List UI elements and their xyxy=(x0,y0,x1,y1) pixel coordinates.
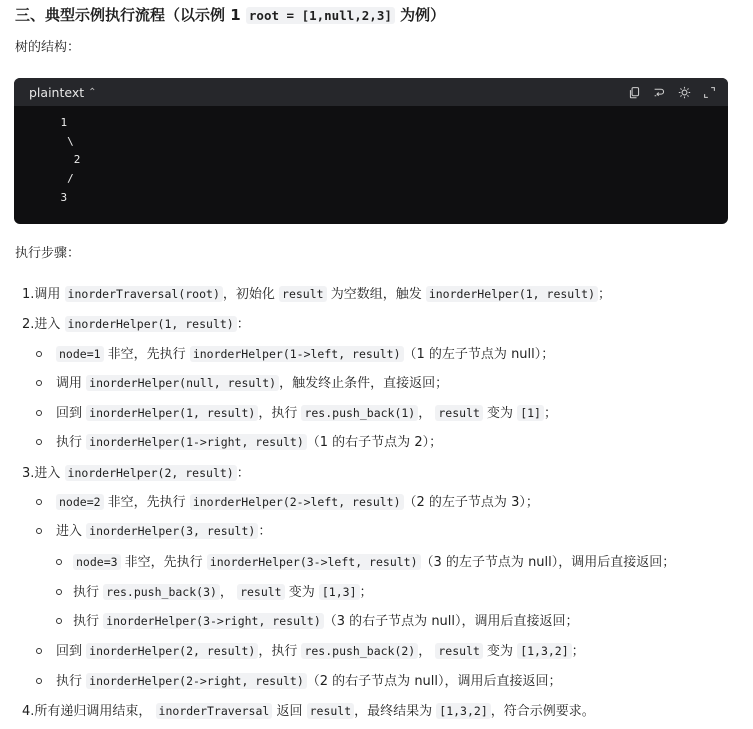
step-text: （1 的左子节点为 null）； xyxy=(403,347,555,362)
language-selector[interactable] xyxy=(29,85,97,100)
bullet-icon xyxy=(36,648,42,654)
inline-code: inorderHelper(2->right, result) xyxy=(86,673,307,689)
step-text: ， xyxy=(418,644,436,659)
inline-code: inorderHelper(2->left, result) xyxy=(190,494,404,510)
bullet-icon xyxy=(36,678,42,684)
bullet-icon xyxy=(36,499,42,505)
step-text: 调用 xyxy=(34,287,65,302)
inline-code: result xyxy=(307,703,355,719)
bullet-icon xyxy=(36,351,42,357)
step-item xyxy=(22,284,611,305)
step-text: 执行 xyxy=(73,614,104,629)
steps-label: 执行步骤： xyxy=(15,246,81,261)
step-text: 进入 xyxy=(56,524,87,539)
inline-code: res.push_back(3) xyxy=(103,584,220,600)
tree-structure-label: 树的结构： xyxy=(15,40,81,55)
bullet-icon xyxy=(36,410,42,416)
step-text: 回到 xyxy=(56,644,87,659)
step-text: （1 的右子节点为 2）； xyxy=(306,435,443,450)
inline-code: result xyxy=(237,584,285,600)
chevron-up-icon: ⌃ xyxy=(88,86,97,98)
step-text: ，触发终止条件，直接返回； xyxy=(279,376,449,391)
step-text: 调用 xyxy=(56,376,87,391)
step-text: 进入 xyxy=(34,466,65,481)
step-number: 2. xyxy=(22,317,35,332)
inline-code: inorderHelper(1->right, result) xyxy=(86,434,307,450)
step-text: 回到 xyxy=(56,406,87,421)
step-item xyxy=(22,701,595,722)
inline-code: result xyxy=(435,643,483,659)
inline-code: result xyxy=(279,286,327,302)
language-label: plaintext xyxy=(29,84,85,100)
step-number: 4. xyxy=(22,704,35,719)
step-text: 返回 xyxy=(272,704,307,719)
step-text: 非空，先执行 xyxy=(103,347,190,362)
inline-code: inorderHelper(3, result) xyxy=(86,523,258,539)
expand-icon[interactable] xyxy=(703,86,716,99)
step-text: （2 的左子节点为 3）； xyxy=(403,495,539,510)
step-text: 执行 xyxy=(56,435,87,450)
step-item xyxy=(56,432,442,453)
inline-code: inorderHelper(2, result) xyxy=(86,643,258,659)
code-block xyxy=(14,78,728,224)
step-item xyxy=(56,521,271,542)
bullet-icon xyxy=(56,559,62,565)
step-text: 非空，先执行 xyxy=(103,495,190,510)
step-text: 变为 xyxy=(482,406,518,421)
inline-code: inorderHelper(3->left, result) xyxy=(207,554,421,570)
copy-icon[interactable] xyxy=(628,86,641,99)
heading-prefix: 三、典型示例执行流程（以示例 1 xyxy=(15,6,246,24)
step-text: ，执行 xyxy=(258,406,302,421)
step-text: ，执行 xyxy=(258,644,302,659)
inline-code: inorderHelper(1, result) xyxy=(86,405,258,421)
step-text: 变为 xyxy=(482,644,518,659)
inline-code: inorderTraversal xyxy=(156,703,273,719)
inline-code: res.push_back(2) xyxy=(301,643,418,659)
step-item xyxy=(56,373,448,394)
code-line: 1 xyxy=(34,116,68,129)
step-text: ，符合示例要求。 xyxy=(490,704,595,719)
step-text: ； xyxy=(598,287,612,302)
step-text: 执行 xyxy=(73,585,104,600)
step-text: ； xyxy=(543,406,557,421)
inline-code: result xyxy=(435,405,483,421)
step-number: 3. xyxy=(22,466,35,481)
code-block-header xyxy=(14,78,728,106)
step-item xyxy=(22,314,250,335)
step-item xyxy=(73,552,675,573)
step-text: 所有递归调用结束， xyxy=(34,704,156,719)
step-text: 执行 xyxy=(56,674,87,689)
bullet-icon xyxy=(56,618,62,624)
section-heading xyxy=(15,4,445,27)
inline-code: inorderHelper(3->right, result) xyxy=(103,613,324,629)
step-text: ： xyxy=(258,524,272,539)
inline-code: res.push_back(1) xyxy=(301,405,418,421)
inline-code: inorderHelper(1, result) xyxy=(426,286,598,302)
code-line: \ xyxy=(34,134,74,148)
inline-code: [1,3,2] xyxy=(517,643,571,659)
heading-suffix: 为例） xyxy=(394,6,446,24)
step-text: （2 的右子节点为 null），调用后直接返回； xyxy=(306,674,562,689)
code-block-body xyxy=(14,106,728,208)
step-text: 进入 xyxy=(34,317,65,332)
inline-code: inorderHelper(1, result) xyxy=(65,316,237,332)
inline-code: node=1 xyxy=(56,346,104,362)
heading-code: root = [1,null,2,3] xyxy=(246,7,395,24)
step-item xyxy=(56,492,539,513)
step-text: 为空数组，触发 xyxy=(326,287,426,302)
step-text: （3 的右子节点为 null），调用后直接返回； xyxy=(323,614,579,629)
code-line: 2 xyxy=(34,153,81,167)
step-item xyxy=(73,582,373,603)
wrap-icon[interactable] xyxy=(653,86,666,99)
step-number: 1. xyxy=(22,287,35,302)
step-item xyxy=(56,641,585,662)
inline-code: inorderHelper(2, result) xyxy=(65,465,237,481)
step-text: ， xyxy=(219,585,238,600)
step-text: ； xyxy=(359,585,373,600)
inline-code: [1,3] xyxy=(319,584,360,600)
inline-code: node=2 xyxy=(56,494,104,510)
inline-code: inorderTraversal(root) xyxy=(65,286,223,302)
inline-code: [1,3,2] xyxy=(436,703,490,719)
inline-code: [1] xyxy=(517,405,544,421)
step-text: ， xyxy=(418,406,436,421)
inline-code: node=3 xyxy=(73,554,121,570)
step-item xyxy=(73,611,579,632)
step-text: 变为 xyxy=(284,585,319,600)
bullet-icon xyxy=(36,380,42,386)
inline-code: inorderHelper(null, result) xyxy=(86,375,279,391)
code-line: / xyxy=(34,172,74,186)
bullet-icon xyxy=(36,528,42,534)
step-text: ，最终结果为 xyxy=(354,704,437,719)
step-item xyxy=(56,671,562,692)
code-line: 3 xyxy=(34,190,68,204)
step-item xyxy=(56,403,557,424)
inline-code: inorderHelper(1->left, result) xyxy=(190,346,404,362)
step-text: ： xyxy=(236,317,250,332)
step-text: ，初始化 xyxy=(222,287,280,302)
step-item xyxy=(56,344,554,365)
step-text: ： xyxy=(236,466,250,481)
bullet-icon xyxy=(36,439,42,445)
step-text: 非空，先执行 xyxy=(120,555,207,570)
theme-icon[interactable] xyxy=(678,86,691,99)
step-text: ； xyxy=(571,644,585,659)
step-text: （3 的左子节点为 null），调用后直接返回； xyxy=(420,555,676,570)
bullet-icon xyxy=(56,589,62,595)
step-item xyxy=(22,463,250,484)
